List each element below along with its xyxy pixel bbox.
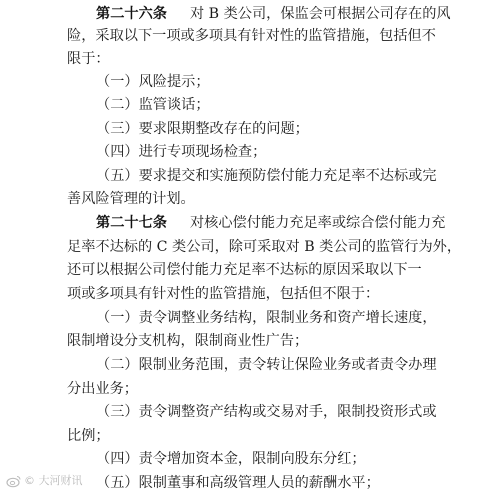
article-26-line-2: 险，采取以下一项或多项具有针对性的监管措施，包括但不 xyxy=(67,28,436,44)
watermark xyxy=(6,474,83,488)
article-27-item-3-cont: 比例； xyxy=(67,428,110,444)
article-26-item-2: （二）监管谈话； xyxy=(96,97,210,113)
article-27-item-3: （三）责令调整资产结构或交易对手，限制投资形式或 xyxy=(96,404,437,420)
weibo-icon xyxy=(6,474,22,488)
article-27-heading: 第二十七条 xyxy=(96,215,167,231)
article-27-line-3: 还可以根据公司偿付能力充足率不达标的原因采取以下一 xyxy=(67,262,422,278)
article-26-item-1: （一）风险提示； xyxy=(96,74,210,90)
article-27-text: 对核心偿付能力充足率或综合偿付能力充 xyxy=(189,215,446,231)
article-26-text: 对 B 类公司，保监会可根据公司存在的风 xyxy=(189,6,451,22)
article-27-item-1-cont: 限制增设分支机构，限制商业性广告； xyxy=(67,333,309,349)
article-27-line-2: 足率不达标的 C 类公司，除可采取对 B 类公司的监管行为外， xyxy=(67,239,462,255)
article-26-item-4: （四）进行专项现场检查； xyxy=(96,144,267,160)
article-26-item-3: （三）要求限期整改存在的问题； xyxy=(96,121,309,137)
article-26-heading: 第二十六条 xyxy=(96,6,167,22)
article-27-line-1 xyxy=(96,212,445,234)
article-27-item-2-cont: 分出业务； xyxy=(67,381,138,397)
article-27-item-5: （五）限制董事和高级管理人员的薪酬水平； xyxy=(96,475,380,491)
article-26-item-5: （五）要求提交和实施预防偿付能力充足率不达标或完 xyxy=(96,168,437,184)
article-26-line-3: 限于： xyxy=(67,51,110,67)
article-26-line-1 xyxy=(96,3,451,25)
article-27-line-4: 项或多项具有针对性的监管措施，包括但不限于： xyxy=(67,286,380,302)
watermark-text: © 大河财讯 xyxy=(24,474,83,487)
article-27-item-2: （二）限制业务范围，责令转让保险业务或者责令办理 xyxy=(96,357,437,373)
article-27-item-1: （一）责令调整业务结构，限制业务和资产增长速度， xyxy=(96,310,437,326)
article-27-item-4: （四）责令增加资本金，限制向股东分红； xyxy=(96,451,366,467)
article-26-item-5-cont: 善风险管理的计划。 xyxy=(67,191,195,207)
